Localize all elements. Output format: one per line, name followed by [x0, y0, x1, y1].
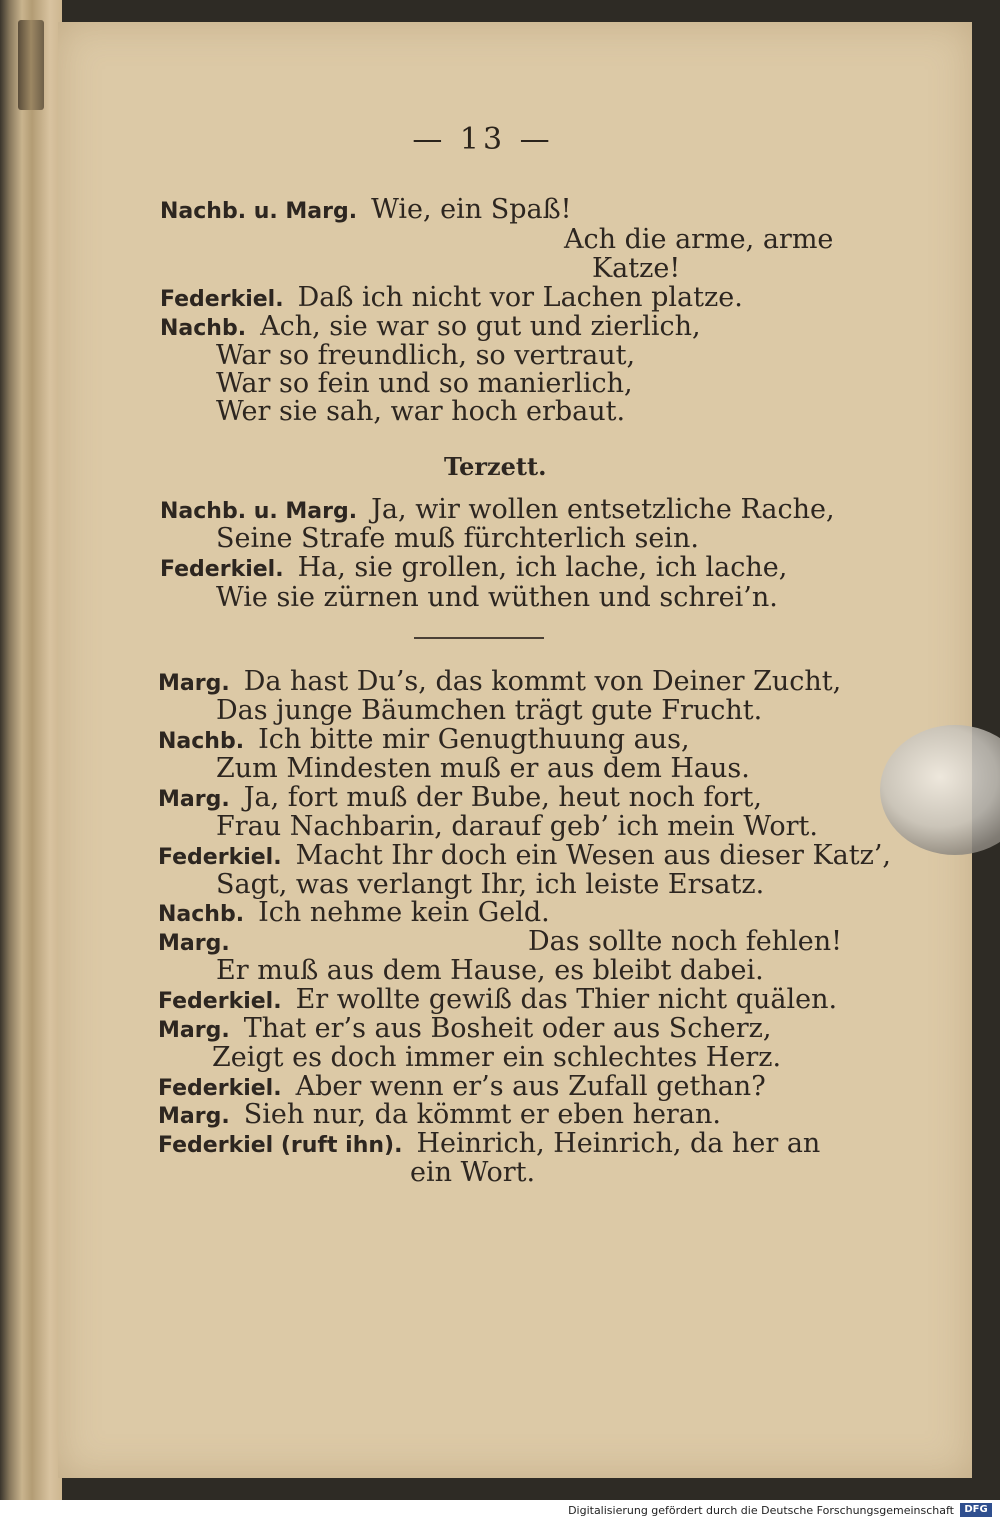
page-number: — 13 —	[412, 122, 554, 157]
line-text: War so freundlich, so vertraut,	[216, 340, 636, 371]
line-text: Katze!	[592, 253, 681, 284]
text-line	[160, 496, 835, 523]
line-text: Ich bitte mir Genugthuung aus,	[258, 724, 690, 755]
speaker-label: Nachb. u. Marg.	[160, 499, 358, 524]
line-text: Sagt, was verlangt Ihr, ich leiste Ersatz.	[216, 869, 765, 900]
speaker-label: Federkiel.	[160, 287, 284, 312]
line-text: Ich nehme kein Geld.	[258, 897, 550, 928]
speaker-label: Marg.	[158, 787, 230, 812]
line-text: Ja, fort muß der Bube, heut noch fort,	[243, 782, 762, 813]
line-text: Er wollte gewiß das Thier nicht quälen.	[295, 984, 838, 1015]
section-heading: Terzett.	[444, 452, 547, 481]
line-text: Seine Strafe muß fürchterlich sein.	[216, 523, 699, 554]
text-line	[160, 196, 572, 223]
line-text: War so fein und so manierlich,	[216, 368, 633, 399]
text-line	[158, 784, 762, 811]
text-line	[592, 255, 680, 282]
speaker-label: Marg.	[158, 931, 230, 956]
line-text: Ach die arme, arme	[564, 224, 834, 255]
line-text: Sieh nur, da kömmt er eben heran.	[243, 1099, 721, 1130]
text-line	[216, 697, 762, 724]
speaker-label: Marg.	[158, 671, 230, 696]
text-line	[216, 525, 699, 552]
line-text: Ha, sie grollen, ich lache, ich lache,	[297, 552, 788, 583]
text-line	[216, 871, 764, 898]
speaker-label: Nachb.	[158, 902, 245, 927]
speaker-label: Federkiel.	[158, 845, 282, 870]
speaker-label: Nachb. u. Marg.	[160, 199, 358, 224]
book-spine	[0, 0, 62, 1500]
line-text: Zeigt es doch immer ein schlechtes Herz.	[212, 1042, 782, 1073]
text-line	[158, 1130, 820, 1157]
text-line	[216, 342, 635, 369]
text-line	[158, 1015, 771, 1042]
text-line	[158, 986, 837, 1013]
speaker-label: Marg.	[158, 1018, 230, 1043]
text-line	[216, 370, 633, 397]
funding-note: Digitalisierung gefördert durch die Deutsche Forschungsgemeinschaft	[568, 1504, 954, 1517]
text-line	[158, 899, 550, 926]
speaker-label: Federkiel.	[160, 557, 284, 582]
line-text: ein Wort.	[410, 1157, 536, 1188]
line-text: Das sollte noch fehlen!	[528, 926, 842, 957]
dfg-logo: DFG	[960, 1503, 992, 1517]
line-text: Ach, sie war so gut und zierlich,	[260, 311, 701, 342]
speaker-label: Nachb.	[158, 729, 245, 754]
line-text: Ja, wir wollen entsetzliche Rache,	[371, 494, 835, 525]
speaker-label: Federkiel.	[158, 989, 282, 1014]
text-line	[158, 1073, 766, 1100]
line-text: Das junge Bäumchen trägt gute Frucht.	[216, 695, 763, 726]
line-text: Wie sie zürnen und wüthen und schrei’n.	[216, 582, 778, 613]
text-line	[216, 813, 818, 840]
speaker-label: Federkiel.	[158, 1076, 282, 1101]
text-line	[212, 1044, 781, 1071]
text-line	[158, 1101, 721, 1128]
text-line	[216, 398, 625, 425]
text-line	[216, 755, 750, 782]
text-line	[410, 1159, 535, 1186]
line-text: That er’s aus Bosheit oder aus Scherz,	[243, 1013, 772, 1044]
line-text: Wie, ein Spaß!	[371, 194, 572, 225]
text-line	[158, 928, 244, 955]
spine-binding	[18, 20, 44, 110]
text-line	[158, 726, 690, 753]
line-text: Daß ich nicht vor Lachen platze.	[297, 282, 743, 313]
speaker-label: Federkiel (ruft ihn).	[158, 1133, 403, 1158]
text-line	[216, 957, 764, 984]
line-text: Heinrich, Heinrich, da her an	[416, 1128, 821, 1159]
text-line	[160, 284, 743, 311]
line-text: Wer sie sah, war hoch erbaut.	[216, 396, 626, 427]
text-line	[158, 668, 841, 695]
text-line	[160, 313, 701, 340]
speaker-label: Marg.	[158, 1104, 230, 1129]
text-line	[564, 226, 833, 253]
speaker-label: Nachb.	[160, 316, 247, 341]
line-text: Da hast Du’s, das kommt von Deiner Zucht,	[243, 666, 842, 697]
text-line	[158, 842, 891, 869]
line-text: Er muß aus dem Hause, es bleibt dabei.	[216, 955, 764, 986]
line-text: Frau Nachbarin, darauf geb’ ich mein Wort.	[216, 811, 818, 842]
text-line	[216, 584, 778, 611]
section-divider	[414, 637, 544, 639]
text-line	[160, 554, 787, 581]
line-text: Macht Ihr doch ein Wesen aus dieser Katz’,	[295, 840, 892, 871]
line-text: Zum Mindesten muß er aus dem Haus.	[216, 753, 750, 784]
line-text: Aber wenn er’s aus Zufall gethan?	[295, 1071, 766, 1102]
text-line	[528, 928, 842, 955]
footer-bar	[0, 1500, 1000, 1521]
